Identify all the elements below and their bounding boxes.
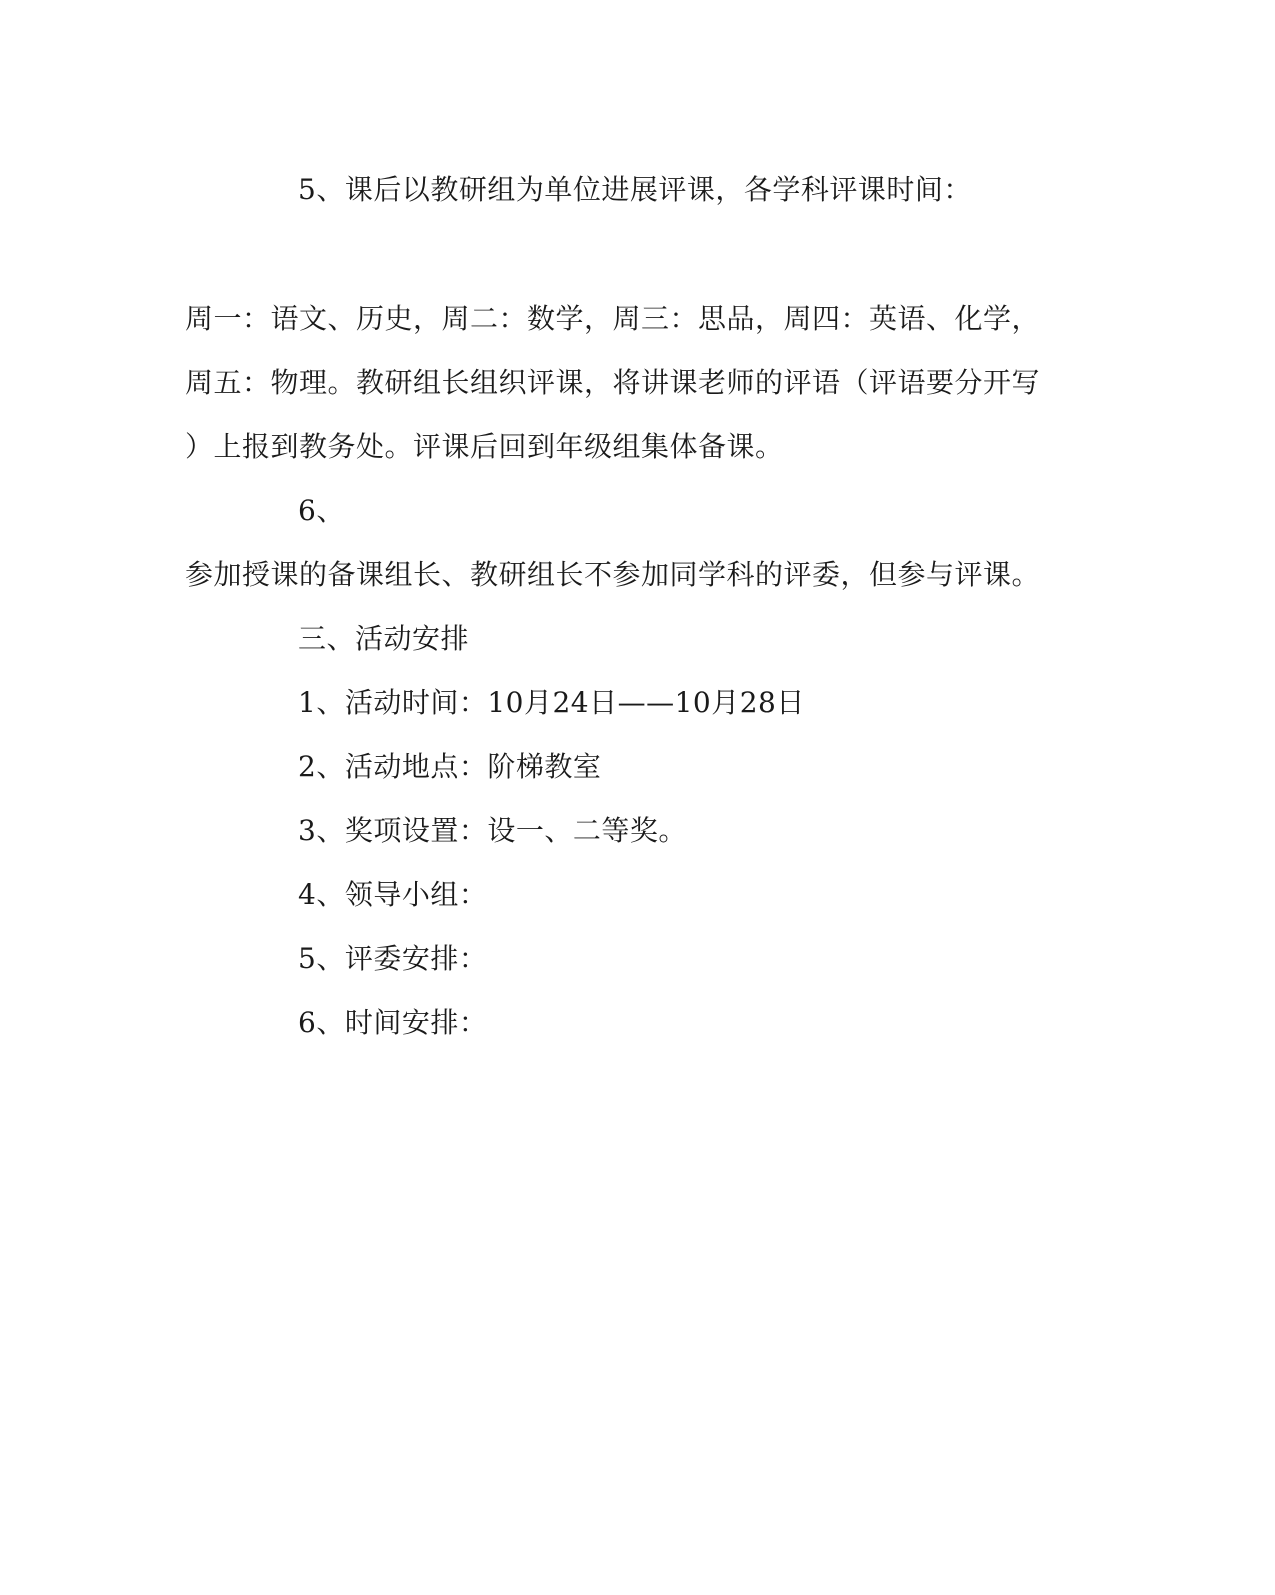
paragraph-item-6-number: 6、: [298, 494, 345, 527]
paragraph-schedule-line-1: 周一：语文、历史，周二：数学，周三：思品，周四：英语、化学，: [185, 302, 1041, 335]
paragraph-schedule-line-2: 周五：物理。教研组长组织评课，将讲课老师的评语（评语要分开写: [185, 366, 1041, 399]
list-item-activity-location: 2、活动地点：阶梯教室: [298, 750, 602, 783]
list-item-judges: 5、评委安排：: [298, 942, 488, 975]
list-item-awards: 3、奖项设置：设一、二等奖。: [298, 814, 687, 847]
paragraph-item-6-text: 参加授课的备课组长、教研组长不参加同学科的评委，但参与评课。: [185, 558, 1041, 591]
list-item-time-schedule: 6、时间安排：: [298, 1006, 488, 1039]
list-item-activity-time: 1、活动时间：10月24日——10月28日: [298, 686, 805, 719]
paragraph-item-5-evaluation: 5、课后以教研组为单位进展评课，各学科评课时间：: [298, 173, 972, 206]
paragraph-schedule-line-3: ）上报到教务处。评课后回到年级组集体备课。: [185, 430, 784, 463]
section-heading-activity-arrangement: 三、活动安排: [298, 622, 470, 655]
list-item-leadership-group: 4、领导小组：: [298, 878, 488, 911]
